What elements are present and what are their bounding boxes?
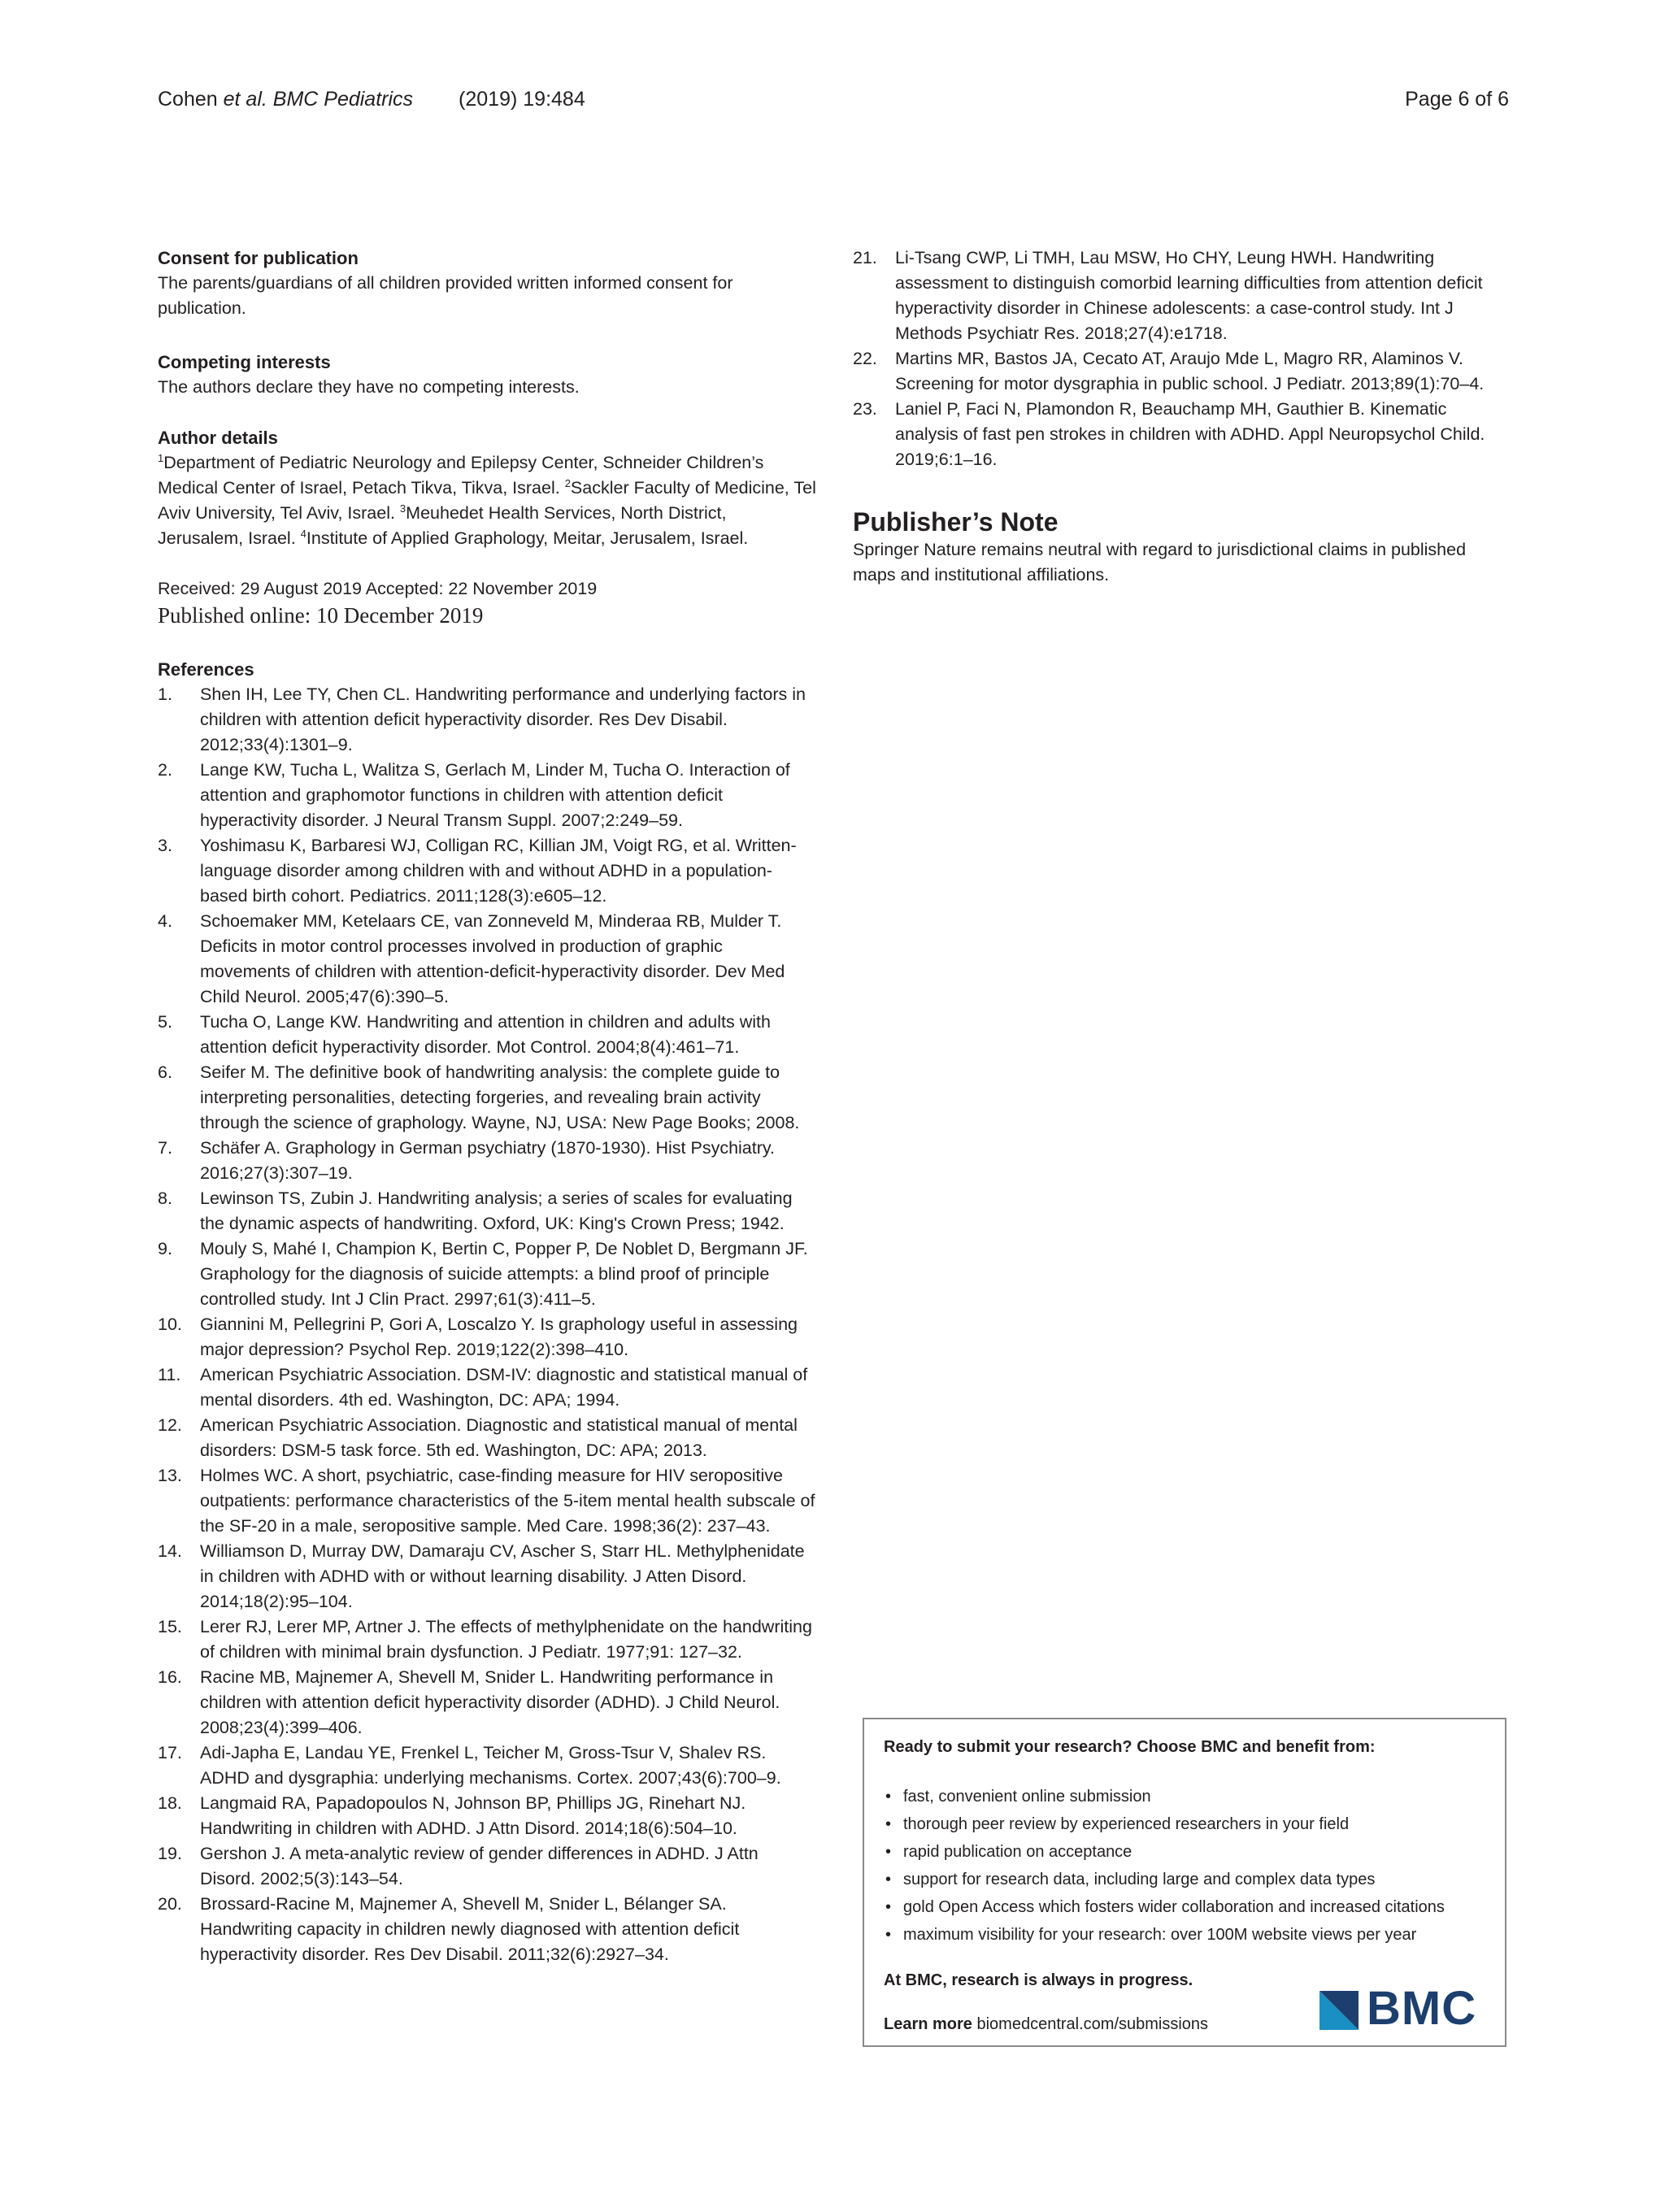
reference-number: 13. [158, 1466, 182, 1485]
reference-number: 23. [853, 399, 877, 419]
reference-number: 7. [158, 1138, 172, 1158]
header-journal: et al. BMC Pediatrics [223, 88, 414, 111]
reference-number: 15. [158, 1617, 182, 1636]
reference-item [158, 1841, 816, 1892]
reference-item [158, 1892, 816, 1967]
reference-number: 18. [158, 1793, 182, 1813]
reference-item [158, 1614, 816, 1665]
reference-text: Martins MR, Bastos JA, Cecato AT, Araujo Mde L, Magro RR, Alaminos V. Screening for motor dysgraphia in public school. J Pediatr. 2013;89(1):70–4. [895, 349, 1485, 393]
bmc-box-title: Ready to submit your research? Choose BMC and benefit from: [884, 1738, 1376, 1756]
reference-number: 10. [158, 1315, 182, 1334]
header-year: (2019) 19:484 [459, 88, 585, 111]
reference-item [158, 1136, 816, 1186]
received-accepted: Received: 29 August 2019 Accepted: 22 November 2019 [158, 579, 598, 598]
reference-item [158, 1539, 816, 1614]
page-number: Page 6 of 6 [1405, 88, 1509, 111]
reference-item [158, 682, 816, 758]
competing-heading: Competing interests [158, 352, 331, 372]
reference-text: Tucha O, Lange KW. Handwriting and attention in children and adults with attention deficit hyperactivity disorder. Mot Control. 2004;8(4):461–71. [200, 1012, 771, 1057]
citation [158, 88, 585, 111]
reference-number: 3. [158, 836, 172, 855]
published-online: Published online: 10 December 2019 [158, 603, 484, 628]
bmc-logo-icon [1319, 1991, 1359, 2030]
reference-item [158, 1186, 816, 1236]
author-affiliations: $^1$Department of Pediatric Neurology and Epilepsy Center, Schneider Children’s Medical Center of Israel, Petach Tikva, Tikva, Israel. $^2$Sackler Faculty of Medicine, Tel Aviv University, Tel Aviv, Israel. $^3$Meuhedet Health Services, North District, Jerusalem, Israel. $^4$Institute of Applied Graphology, Meitar, Jerusalem, Israel. [158, 451, 816, 548]
consent-text: The parents/guardians of all children provided written informed consent for publication. [158, 273, 733, 318]
reference-item [158, 1413, 816, 1463]
reference-item [158, 1463, 816, 1539]
reference-number: 12. [158, 1415, 182, 1435]
reference-text: Seifer M. The definitive book of handwriting analysis: the complete guide to interpreting personalities, detecting forgeries, and revealing brain activity through the science of graphology. Wayne, NJ, USA: New Page Books; 2008. [200, 1063, 800, 1132]
left-column [158, 246, 816, 1967]
bmc-submission-box [863, 1718, 1506, 2047]
reference-number: 4. [158, 911, 172, 931]
reference-item [853, 346, 1511, 397]
bmc-benefit-item: • fast, convenient online submission [884, 1783, 1485, 1810]
reference-text: Yoshimasu K, Barbaresi WJ, Colligan RC, Killian JM, Voigt RG, et al. Written-language disorder among children with and without ADHD in a population-based birth cohort. Pediatrics. 2011;128(3):e605–12. [200, 836, 797, 906]
reference-number: 14. [158, 1541, 182, 1561]
reference-text: Adi-Japha E, Landau YE, Frenkel L, Teicher M, Gross-Tsur V, Shalev RS. ADHD and dysgraphia: underlying mechanisms. Cortex. 2007;43(6):700–9. [200, 1743, 781, 1788]
reference-text: Lange KW, Tucha L, Walitza S, Gerlach M, Linder M, Tucha O. Interaction of attention and graphomotor functions in children with attention deficit hyperactivity disorder. J Neural Transm Suppl. 2007;2:249–59. [200, 760, 790, 830]
author-details-heading: Author details [158, 428, 278, 448]
reference-number: 8. [158, 1189, 172, 1208]
header-authors: Cohen [158, 88, 224, 111]
reference-item [158, 758, 816, 833]
reference-item [158, 1060, 816, 1136]
bmc-benefits-list [884, 1783, 1485, 1949]
reference-item [158, 1362, 816, 1413]
learn-more-link[interactable]: biomedcentral.com/submissions [972, 2015, 1209, 2033]
reference-text: Brossard-Racine M, Majnemer A, Shevell M, Snider L, Bélanger SA. Handwriting capacity in children newly diagnosed with attention deficit hyperactivity disorder. Res Dev Disabil. 2011;32(6):2927–34. [200, 1894, 740, 1964]
bmc-benefit-item: • gold Open Access which fosters wider collaboration and increased citations [884, 1893, 1485, 1921]
reference-text: Li-Tsang CWP, Li TMH, Lau MSW, Ho CHY, Leung HWH. Handwriting assessment to distinguish comorbid learning difficulties from attention deficit hyperactivity disorder in Chinese adolescents: a case-control study. Int J Methods Psychiatr Res. 2018;27(4):e1718. [895, 248, 1483, 343]
reference-number: 5. [158, 1012, 172, 1032]
reference-text: Gershon J. A meta-analytic review of gender differences in ADHD. J Attn Disord. 2002;5(3):143–54. [200, 1844, 759, 1888]
reference-text: Schoemaker MM, Ketelaars CE, van Zonneveld M, Minderaa RB, Mulder T. Deficits in motor control processes involved in production of graphic movements of children with attention-deficit-hyperactivity disorder. Dev Med Child Neurol. 2005;47(6):390–5. [200, 911, 785, 1006]
reference-text: American Psychiatric Association. Diagnostic and statistical manual of mental disorders: DSM-5 task force. 5th ed. Washington, DC: APA; 2013. [200, 1415, 798, 1460]
reference-item [158, 1236, 816, 1312]
reference-number: 11. [158, 1365, 181, 1384]
running-header [158, 88, 1509, 117]
learn-more-label: Learn more [884, 2015, 972, 2033]
bmc-benefit-item: • maximum visibility for your research: over 100M website views per year [884, 1921, 1485, 1949]
bmc-logo-text: BMC [1367, 1982, 1477, 2035]
reference-text: Giannini M, Pellegrini P, Gori A, Loscalzo Y. Is graphology useful in assessing major depression? Psychol Rep. 2019;122(2):398–410. [200, 1315, 798, 1359]
reference-item [158, 833, 816, 909]
reference-text: Laniel P, Faci N, Plamondon R, Beauchamp MH, Gauthier B. Kinematic analysis of fast pen strokes in children with ADHD. Appl Neuropsychol Child. 2019;6:1–16. [895, 399, 1485, 469]
reference-text: American Psychiatric Association. DSM-IV: diagnostic and statistical manual of mental disorders. 4th ed. Washington, DC: APA; 1994. [200, 1365, 808, 1410]
reference-number: 1. [158, 684, 172, 704]
reference-text: Shen IH, Lee TY, Chen CL. Handwriting performance and underlying factors in children with attention deficit hyperactivity disorder. Res Dev Disabil. 2012;33(4):1301–9. [200, 684, 806, 754]
reference-item [158, 1791, 816, 1841]
reference-text: Langmaid RA, Papadopoulos N, Johnson BP, Phillips JG, Rinehart NJ. Handwriting in children with ADHD. J Attn Disord. 2014;18(6):504–10. [200, 1793, 746, 1838]
reference-text: Lerer RJ, Lerer MP, Artner J. The effects of methylphenidate on the handwriting of children with minimal brain dysfunction. J Pediatr. 1977;91: 127–32. [200, 1617, 812, 1662]
bmc-benefit-item: • support for research data, including large and complex data types [884, 1866, 1485, 1893]
consent-heading: Consent for publication [158, 248, 359, 268]
references-list [158, 682, 816, 1967]
reference-number: 22. [853, 349, 877, 368]
bmc-logo [1319, 1982, 1487, 2035]
reference-number: 2. [158, 760, 172, 780]
learn-more-line [884, 2015, 1208, 2034]
reference-number: 17. [158, 1743, 182, 1762]
reference-item [158, 909, 816, 1010]
competing-text: The authors declare they have no competing interests. [158, 377, 580, 397]
bmc-benefit-item: • thorough peer review by experienced researchers in your field [884, 1810, 1485, 1838]
bmc-tagline: At BMC, research is always in progress. [884, 1971, 1193, 1989]
reference-text: Lewinson TS, Zubin J. Handwriting analysis; a series of scales for evaluating the dynamic aspects of handwriting. Oxford, UK: King's Crown Press; 1942. [200, 1189, 793, 1233]
reference-item [853, 397, 1511, 472]
reference-text: Holmes WC. A short, psychiatric, case-finding measure for HIV seropositive outpatients: performance characteristics of the 5-item mental health subscale of the SF-20 in a male, seropositive sample. Med Care. 1998;36(2): 237–43. [200, 1466, 815, 1536]
reference-number: 6. [158, 1063, 172, 1082]
reference-text: Racine MB, Majnemer A, Shevell M, Snider L. Handwriting performance in children with attention deficit hyperactivity disorder (ADHD). J Child Neurol. 2008;23(4):399–406. [200, 1667, 780, 1737]
reference-text: Schäfer A. Graphology in German psychiatry (1870-1930). Hist Psychiatry. 2016;27(3):307–19. [200, 1138, 776, 1183]
references-list-continued [853, 246, 1511, 472]
reference-text: Williamson D, Murray DW, Damaraju CV, Ascher S, Starr HL. Methylphenidate in children with ADHD with or without learning disability. J Atten Disord. 2014;18(2):95–104. [200, 1541, 805, 1611]
bmc-benefit-item: • rapid publication on acceptance [884, 1838, 1485, 1866]
reference-item [158, 1665, 816, 1740]
reference-number: 20. [158, 1894, 182, 1914]
publishers-note-text: Springer Nature remains neutral with regard to jurisdictional claims in published maps and institutional affiliations. [853, 540, 1467, 585]
reference-number: 19. [158, 1844, 182, 1863]
publishers-note-heading: Publisher’s Note [853, 507, 1059, 537]
reference-number: 21. [853, 248, 877, 267]
reference-item [158, 1740, 816, 1791]
reference-number: 16. [158, 1667, 182, 1687]
references-heading: References [158, 659, 254, 680]
right-column [853, 246, 1511, 588]
reference-number: 9. [158, 1239, 172, 1258]
reference-text: Mouly S, Mahé I, Champion K, Bertin C, Popper P, De Noblet D, Bergmann JF. Graphology for the diagnosis of suicide attempts: a blind proof of principle controlled study. Int J Clin Pract. 2997;61(3):411–5. [200, 1239, 808, 1309]
reference-item [158, 1010, 816, 1060]
reference-item [158, 1312, 816, 1362]
reference-item [853, 246, 1511, 346]
